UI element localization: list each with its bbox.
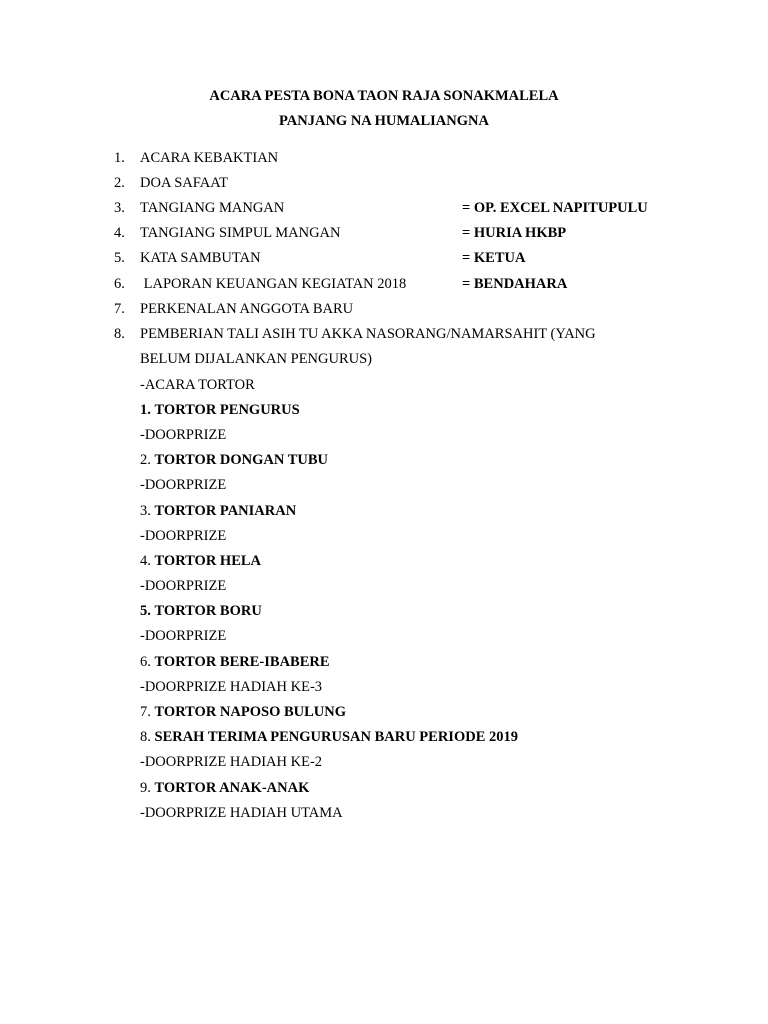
doorprize-label: -DOORPRIZE [140,427,227,443]
agenda-item [0,175,768,197]
tortor-item [0,553,768,575]
tortor-prize [0,427,768,449]
tortor-prize [0,805,768,827]
doorprize-label: -DOORPRIZE [140,628,227,644]
agenda-text: PEMBERIAN TALI ASIH TU AKKA NASORANG/NAMARSAHIT (YANG [140,326,596,342]
agenda-number: 2. [114,175,125,191]
tortor-prize [0,628,768,650]
agenda-text: LAPORAN KEUANGAN KEGIATAN 2018 [140,276,407,292]
tortor-item [0,654,768,676]
tortor-item [0,452,768,474]
doorprize-label: -DOORPRIZE HADIAH KE-3 [140,679,323,695]
tortor-item [0,503,768,525]
tortor-prize [0,578,768,600]
tortor-label: TORTOR ANAK-ANAK [154,780,310,796]
agenda-text: KATA SAMBUTAN [140,250,261,266]
tortor-label: TORTOR BERE-IBABERE [154,654,330,670]
document-title: ACARA PESTA BONA TAON RAJA SONAKMALELA [209,88,559,104]
agenda-text: PERKENALAN ANGGOTA BARU [140,301,354,317]
tortor-number: 1. [140,402,151,418]
tortor-item [0,704,768,726]
document-subtitle: PANJANG NA HUMALIANGNA [279,113,489,129]
tortor-number: 4. [140,553,151,569]
agenda-item [0,200,768,222]
tortor-label: TORTOR DONGAN TUBU [154,452,329,468]
doorprize-label: -DOORPRIZE [140,528,227,544]
agenda-number: 6. [114,276,125,292]
tortor-number: 3. [140,503,151,519]
agenda-item [0,276,768,298]
agenda-text: TANGIANG SIMPUL MANGAN [140,225,341,241]
doorprize-label: -DOORPRIZE [140,578,227,594]
agenda-assignee: = KETUA [462,250,526,266]
agenda-item [0,326,768,348]
tortor-label: TORTOR BORU [154,603,262,619]
tortor-label: TORTOR HELA [154,553,262,569]
doorprize-label: -DOORPRIZE [140,477,227,493]
agenda-number: 3. [114,200,125,216]
agenda-text: BELUM DIJALANKAN PENGURUS) [140,351,372,367]
tortor-prize [0,477,768,499]
agenda-number: 5. [114,250,125,266]
tortor-number: 5. [140,603,151,619]
tortor-label: TORTOR PENGURUS [154,402,300,418]
tortor-prize [0,528,768,550]
agenda-assignee: = BENDAHARA [462,276,568,292]
agenda-assignee: = OP. EXCEL NAPITUPULU [462,200,648,216]
agenda-number: 4. [114,225,125,241]
doorprize-label: -DOORPRIZE HADIAH UTAMA [140,805,343,821]
acara-tortor-label: -ACARA TORTOR [140,377,255,393]
tortor-label: TORTOR PANIARAN [154,503,297,519]
tortor-item [0,729,768,751]
agenda-number: 1. [114,150,125,166]
tortor-number: 2. [140,452,151,468]
tortor-number: 6. [140,654,151,670]
agenda-number: 7. [114,301,125,317]
tortor-label: SERAH TERIMA PENGURUSAN BARU PERIODE 2019 [154,729,518,745]
tortor-prize [0,754,768,776]
agenda-item [0,225,768,247]
tortor-number: 9. [140,780,151,796]
tortor-number: 8. [140,729,151,745]
agenda-item-continuation [0,351,768,373]
agenda-item [0,250,768,272]
agenda-text: TANGIANG MANGAN [140,200,285,216]
agenda-assignee: = HURIA HKBP [462,225,567,241]
tortor-item [0,402,768,424]
agenda-text: DOA SAFAAT [140,175,228,191]
agenda-item [0,301,768,323]
agenda-item [0,150,768,172]
tortor-number: 7. [140,704,151,720]
acara-tortor-heading [0,377,768,399]
doorprize-label: -DOORPRIZE HADIAH KE-2 [140,754,323,770]
tortor-label: TORTOR NAPOSO BULUNG [154,704,347,720]
tortor-item [0,780,768,802]
tortor-item [0,603,768,625]
agenda-text: ACARA KEBAKTIAN [140,150,279,166]
agenda-number: 8. [114,326,125,342]
tortor-prize [0,679,768,701]
